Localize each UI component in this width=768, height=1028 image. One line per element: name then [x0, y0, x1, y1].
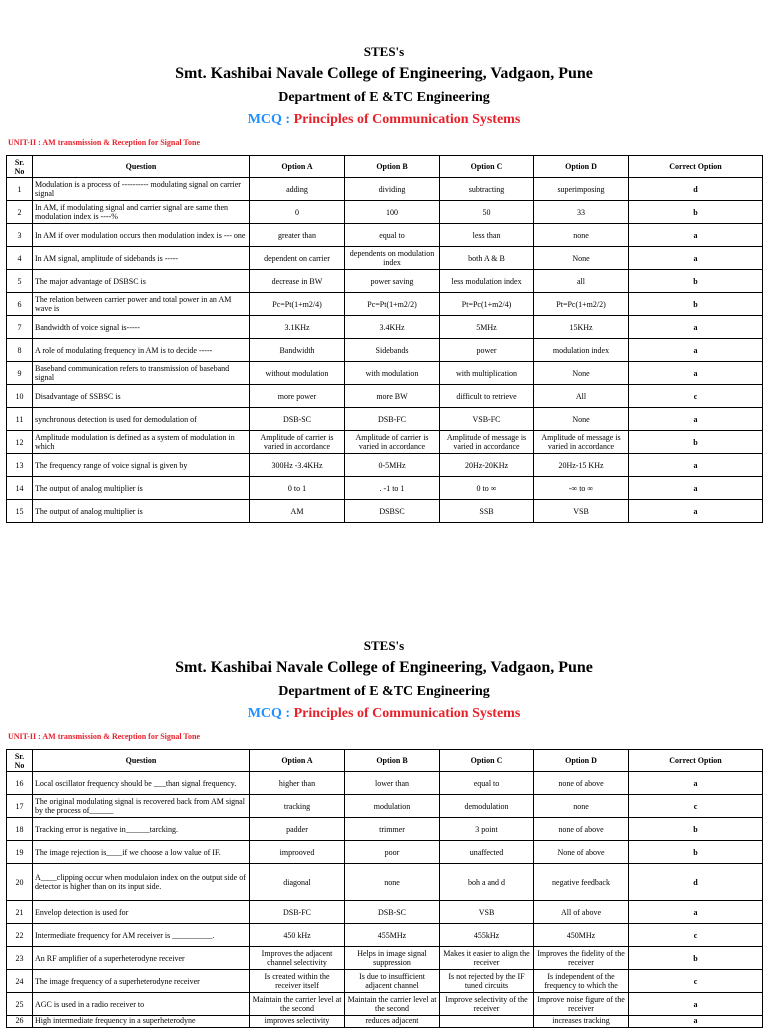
cell-option-b: Amplitude of carrier is varied in accordance [345, 431, 440, 454]
cell-correct-option: b [629, 947, 763, 970]
college-name: Smt. Kashibai Navale College of Engineering, Vadgaon, Pune [175, 65, 593, 82]
cell-sr-no: 18 [7, 818, 33, 841]
table-row [7, 500, 763, 523]
table-row [7, 408, 763, 431]
cell-question: A role of modulating frequency in AM is to decide ----- [33, 339, 250, 362]
cell-option-b: with modulation [345, 362, 440, 385]
col-header-question: Question [33, 750, 250, 772]
cell-question: Envelop detection is used for [33, 901, 250, 924]
cell-option-b: . -1 to 1 [345, 477, 440, 500]
cell-sr-no: 26 [7, 1016, 33, 1028]
cell-option-b: 0-5MHz [345, 454, 440, 477]
cell-correct-option: b [629, 841, 763, 864]
cell-option-c: difficult to retrieve [440, 385, 534, 408]
cell-option-b: Helps in image signal suppression [345, 947, 440, 970]
cell-option-b: dividing [345, 178, 440, 201]
cell-option-b: poor [345, 841, 440, 864]
cell-correct-option: a [629, 224, 763, 247]
cell-option-b: power saving [345, 270, 440, 293]
cell-option-b: trimmer [345, 818, 440, 841]
cell-sr-no: 14 [7, 477, 33, 500]
cell-option-d: None of above [534, 841, 629, 864]
unit-heading: UNIT-II : AM transmission & Reception for Signal Tone [8, 138, 201, 147]
cell-option-d: negative feedback [534, 864, 629, 901]
cell-question: The original modulating signal is recovered back from AM signal by the process of______ [33, 795, 250, 818]
table-row [7, 454, 763, 477]
cell-correct-option: c [629, 970, 763, 993]
cell-option-b: Is due to insufficient adjacent channel [345, 970, 440, 993]
table-row [7, 818, 763, 841]
cell-correct-option: b [629, 818, 763, 841]
col-header-option-a: Option A [250, 750, 345, 772]
cell-question: synchronous detection is used for demodulation of [33, 408, 250, 431]
cell-question: In AM if over modulation occurs then modulation index is --- one [33, 224, 250, 247]
cell-question: The image rejection is____if we choose a low value of IF. [33, 841, 250, 864]
cell-question: AGC is used in a radio receiver to [33, 993, 250, 1016]
subject-name: Principles of Communication Systems [293, 706, 521, 721]
table-row [7, 970, 763, 993]
cell-option-d: None [534, 408, 629, 431]
cell-correct-option: a [629, 1016, 763, 1028]
cell-option-c: equal to [440, 772, 534, 795]
cell-option-b: none [345, 864, 440, 901]
cell-option-c: subtracting [440, 178, 534, 201]
cell-correct-option: d [629, 178, 763, 201]
col-header-sr-no: Sr. No [7, 750, 33, 772]
cell-sr-no: 1 [7, 178, 33, 201]
cell-sr-no: 24 [7, 970, 33, 993]
cell-option-c: less modulation index [440, 270, 534, 293]
cell-option-a: padder [250, 818, 345, 841]
cell-sr-no: 15 [7, 500, 33, 523]
cell-question: The major advantage of DSBSC is [33, 270, 250, 293]
cell-option-c: Pt=Pc(1+m2/4) [440, 293, 534, 316]
cell-option-c: 5MHz [440, 316, 534, 339]
cell-question: Tracking error is negative in______tarcking. [33, 818, 250, 841]
cell-option-b: 455MHz [345, 924, 440, 947]
cell-option-c: 20Hz-20KHz [440, 454, 534, 477]
cell-option-b: 100 [345, 201, 440, 224]
cell-option-c: 455kHz [440, 924, 534, 947]
cell-sr-no: 11 [7, 408, 33, 431]
org-name: STES's [363, 638, 405, 653]
cell-option-c: unaffected [440, 841, 534, 864]
cell-question: An RF amplifier of a superheterodyne receiver [33, 947, 250, 970]
cell-option-a: improoved [250, 841, 345, 864]
cell-option-d: None [534, 362, 629, 385]
cell-option-c: 0 to ∞ [440, 477, 534, 500]
col-header-option-a: Option A [250, 156, 345, 178]
cell-sr-no: 7 [7, 316, 33, 339]
cell-sr-no: 4 [7, 247, 33, 270]
cell-correct-option: c [629, 795, 763, 818]
cell-question: A____clipping occur when modulaion index on the output side of detector is higher than on its input side. [33, 864, 250, 901]
cell-correct-option: a [629, 772, 763, 795]
cell-sr-no: 10 [7, 385, 33, 408]
cell-option-a: Maintain the carrier level at the second [250, 993, 345, 1016]
cell-option-d: 33 [534, 201, 629, 224]
table-row [7, 201, 763, 224]
cell-option-d: superimposing [534, 178, 629, 201]
cell-option-b: Pc=Pt(1+m2/2) [345, 293, 440, 316]
cell-option-b: more BW [345, 385, 440, 408]
cell-option-a: decrease in BW [250, 270, 345, 293]
cell-option-a: DSB-SC [250, 408, 345, 431]
cell-sr-no: 8 [7, 339, 33, 362]
cell-option-d: none [534, 224, 629, 247]
cell-correct-option: c [629, 385, 763, 408]
cell-option-a: 450 kHz [250, 924, 345, 947]
mcq-table [6, 155, 763, 523]
col-header-option-c: Option C [440, 750, 534, 772]
cell-correct-option: a [629, 408, 763, 431]
cell-option-c: Is not rejected by the IF tuned circuits [440, 970, 534, 993]
cell-correct-option: a [629, 993, 763, 1016]
cell-option-a: tracking [250, 795, 345, 818]
table-row [7, 1016, 763, 1028]
cell-question: Baseband communication refers to transmission of baseband signal [33, 362, 250, 385]
table-row [7, 293, 763, 316]
cell-option-a: improves selectivity [250, 1016, 345, 1028]
cell-option-d: All of above [534, 901, 629, 924]
cell-option-d: All [534, 385, 629, 408]
cell-option-a: 3.1KHz [250, 316, 345, 339]
table-row [7, 362, 763, 385]
cell-option-a: Is created within the receiver itself [250, 970, 345, 993]
cell-option-d: Pt=Pc(1+m2/2) [534, 293, 629, 316]
table-row [7, 901, 763, 924]
cell-correct-option: a [629, 316, 763, 339]
col-header-option-b: Option B [345, 156, 440, 178]
cell-option-a: Improves the adjacent channel selectivity [250, 947, 345, 970]
table-row [7, 178, 763, 201]
org-name: STES's [363, 44, 405, 59]
table-row [7, 772, 763, 795]
col-header-option-b: Option B [345, 750, 440, 772]
cell-question: The output of analog multiplier is [33, 477, 250, 500]
cell-option-a: 300Hz -3.4KHz [250, 454, 345, 477]
cell-option-d: Is independent of the frequency to which the [534, 970, 629, 993]
cell-option-a: dependent on carrier [250, 247, 345, 270]
cell-option-c [440, 1016, 534, 1028]
cell-option-b: equal to [345, 224, 440, 247]
cell-option-b: DSB-FC [345, 408, 440, 431]
cell-sr-no: 9 [7, 362, 33, 385]
cell-option-d: none of above [534, 818, 629, 841]
cell-correct-option: a [629, 477, 763, 500]
cell-option-c: 50 [440, 201, 534, 224]
cell-question: The image frequency of a superheterodyne receiver [33, 970, 250, 993]
cell-sr-no: 25 [7, 993, 33, 1016]
cell-question: Intermediate frequency for AM receiver is __________. [33, 924, 250, 947]
cell-correct-option: b [629, 270, 763, 293]
table-row [7, 477, 763, 500]
cell-option-d: Improves the fidelity of the receiver [534, 947, 629, 970]
cell-correct-option: c [629, 924, 763, 947]
table-row [7, 947, 763, 970]
table-row [7, 795, 763, 818]
cell-option-a: Pc=Pt(1+m2/4) [250, 293, 345, 316]
subject-title [0, 707, 768, 721]
cell-option-d: 450MHz [534, 924, 629, 947]
cell-sr-no: 19 [7, 841, 33, 864]
college-name: Smt. Kashibai Navale College of Engineering, Vadgaon, Pune [175, 659, 593, 676]
table-header-row [7, 750, 763, 772]
cell-question: The output of analog multiplier is [33, 500, 250, 523]
cell-correct-option: a [629, 454, 763, 477]
table-row [7, 431, 763, 454]
cell-option-c: 3 point [440, 818, 534, 841]
department-name: Department of E &TC Engineering [278, 684, 490, 699]
cell-sr-no: 6 [7, 293, 33, 316]
cell-option-a: AM [250, 500, 345, 523]
col-header-sr-no: Sr. No [7, 156, 33, 178]
cell-option-c: VSB [440, 901, 534, 924]
cell-question: In AM signal, amplitude of sidebands is ----- [33, 247, 250, 270]
mcq-label: MCQ : [247, 706, 291, 721]
table-row [7, 993, 763, 1016]
cell-option-b: Maintain the carrier level at the second [345, 993, 440, 1016]
mcq-label: MCQ : [247, 112, 291, 127]
cell-question: In AM, if modulating signal and carrier signal are same then modulation index is ----% [33, 201, 250, 224]
cell-option-b: lower than [345, 772, 440, 795]
col-header-option-d: Option D [534, 156, 629, 178]
cell-option-c: Makes it easier to align the receiver [440, 947, 534, 970]
cell-correct-option: b [629, 293, 763, 316]
table-row [7, 924, 763, 947]
cell-question: The frequency range of voice signal is given by [33, 454, 250, 477]
subject-name: Principles of Communication Systems [293, 112, 521, 127]
cell-correct-option: a [629, 500, 763, 523]
cell-correct-option: a [629, 901, 763, 924]
cell-question: Modulation is a process of ---------- modulating signal on carrier signal [33, 178, 250, 201]
department-name: Department of E &TC Engineering [278, 90, 490, 105]
table-row [7, 841, 763, 864]
cell-option-b: dependents on modulation index [345, 247, 440, 270]
cell-sr-no: 3 [7, 224, 33, 247]
cell-option-d: modulation index [534, 339, 629, 362]
cell-option-d: all [534, 270, 629, 293]
cell-option-d: none of above [534, 772, 629, 795]
cell-sr-no: 20 [7, 864, 33, 901]
cell-option-c: both A & B [440, 247, 534, 270]
unit-heading: UNIT-II : AM transmission & Reception for Signal Tone [8, 732, 201, 741]
cell-option-c: VSB-FC [440, 408, 534, 431]
cell-option-a: without modulation [250, 362, 345, 385]
cell-option-d: 20Hz-15 KHz [534, 454, 629, 477]
cell-option-a: Amplitude of carrier is varied in accordance [250, 431, 345, 454]
cell-option-a: higher than [250, 772, 345, 795]
cell-option-d: 15KHz [534, 316, 629, 339]
subject-title [0, 113, 768, 127]
cell-option-a: diagonal [250, 864, 345, 901]
table-row [7, 270, 763, 293]
cell-sr-no: 22 [7, 924, 33, 947]
col-header-correct-option: Correct Option [629, 750, 763, 772]
cell-option-a: 0 [250, 201, 345, 224]
cell-question: Bandwidth of voice signal is----- [33, 316, 250, 339]
cell-sr-no: 2 [7, 201, 33, 224]
table-row [7, 385, 763, 408]
cell-option-c: SSB [440, 500, 534, 523]
cell-option-a: 0 to 1 [250, 477, 345, 500]
cell-sr-no: 13 [7, 454, 33, 477]
table-row [7, 864, 763, 901]
cell-correct-option: a [629, 247, 763, 270]
cell-correct-option: b [629, 201, 763, 224]
col-header-option-c: Option C [440, 156, 534, 178]
cell-sr-no: 12 [7, 431, 33, 454]
cell-correct-option: a [629, 339, 763, 362]
cell-question: Amplitude modulation is defined as a system of modulation in which [33, 431, 250, 454]
cell-option-b: DSBSC [345, 500, 440, 523]
cell-option-b: reduces adjacent [345, 1016, 440, 1028]
cell-option-d: -∞ to ∞ [534, 477, 629, 500]
cell-option-b: Sidebands [345, 339, 440, 362]
cell-option-a: adding [250, 178, 345, 201]
cell-option-c: Improve selectivity of the receiver [440, 993, 534, 1016]
cell-sr-no: 16 [7, 772, 33, 795]
cell-option-c: power [440, 339, 534, 362]
cell-question: The relation between carrier power and total power in an AM wave is [33, 293, 250, 316]
table-row [7, 247, 763, 270]
cell-option-c: Amplitude of message is varied in accordance [440, 431, 534, 454]
cell-correct-option: b [629, 431, 763, 454]
cell-question: High intermediate frequency in a superheterodyne [33, 1016, 250, 1028]
table-row [7, 224, 763, 247]
col-header-question: Question [33, 156, 250, 178]
cell-sr-no: 17 [7, 795, 33, 818]
cell-option-b: modulation [345, 795, 440, 818]
cell-sr-no: 21 [7, 901, 33, 924]
cell-question: Disadvantage of SSBSC is [33, 385, 250, 408]
cell-sr-no: 5 [7, 270, 33, 293]
cell-option-a: DSB-FC [250, 901, 345, 924]
mcq-table [6, 749, 763, 1028]
col-header-correct-option: Correct Option [629, 156, 763, 178]
cell-question: Local oscillator frequency should be ___than signal frequency. [33, 772, 250, 795]
cell-option-a: Bandwidth [250, 339, 345, 362]
cell-option-d: increases tracking [534, 1016, 629, 1028]
cell-correct-option: d [629, 864, 763, 901]
cell-option-d: Improve noise figure of the receiver [534, 993, 629, 1016]
cell-option-c: with multiplication [440, 362, 534, 385]
cell-option-a: greater than [250, 224, 345, 247]
cell-option-b: 3.4KHz [345, 316, 440, 339]
cell-option-c: less than [440, 224, 534, 247]
cell-option-d: Amplitude of message is varied in accordance [534, 431, 629, 454]
cell-sr-no: 23 [7, 947, 33, 970]
cell-option-d: none [534, 795, 629, 818]
cell-option-c: demodulation [440, 795, 534, 818]
cell-option-c: boh a and d [440, 864, 534, 901]
table-row [7, 316, 763, 339]
cell-option-d: None [534, 247, 629, 270]
cell-correct-option: a [629, 362, 763, 385]
cell-option-a: more power [250, 385, 345, 408]
table-header-row [7, 156, 763, 178]
col-header-option-d: Option D [534, 750, 629, 772]
cell-option-b: DSB-SC [345, 901, 440, 924]
table-row [7, 339, 763, 362]
cell-option-d: VSB [534, 500, 629, 523]
